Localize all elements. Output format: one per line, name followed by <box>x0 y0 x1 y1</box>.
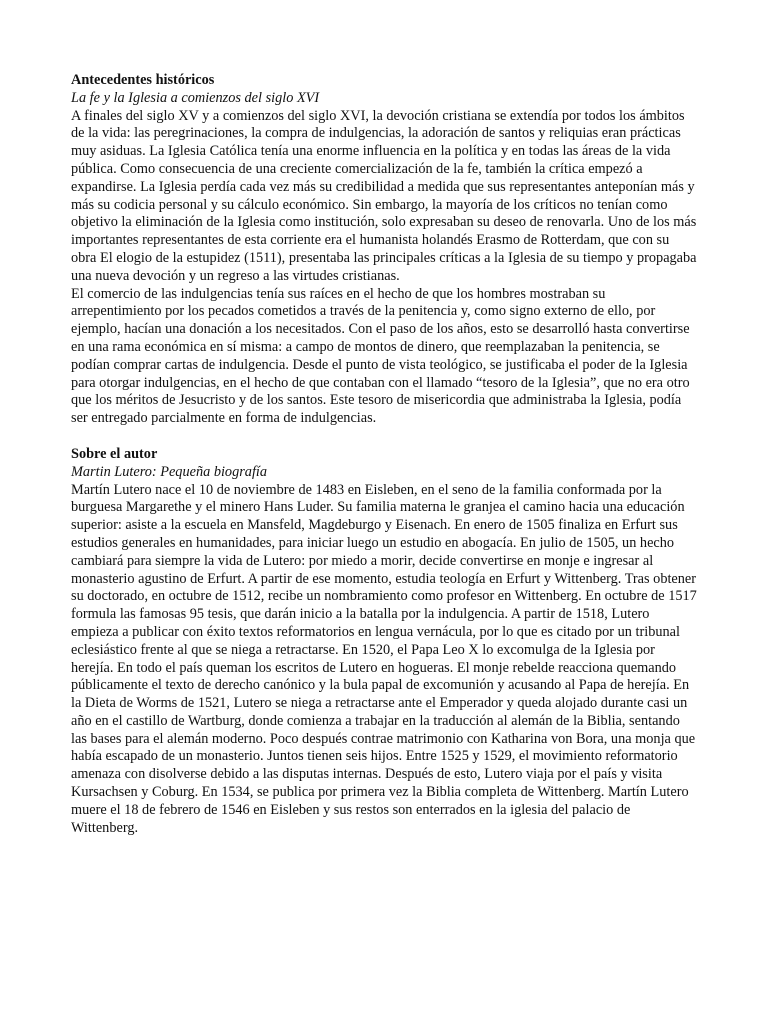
section-subtitle: Martin Lutero: Pequeña biografía <box>71 463 268 480</box>
paragraph: El comercio de las indulgencias tenía sus raíces en el hecho de que los hombres mostraban su arrepentimiento por los pecados cometidos a través de la penitencia y, como signo externo de ello, por ejemplo, hacían una donación a los necesitados. Con el paso de los años, esto se desarrolló hasta convertirse en una rama económica en sí misma: a campo de montos de dinero, que reemplazaban la penitencia, se podían comprar cartas de indulgencia. Desde el punto de vista teológico, se justificaba el poder de la Iglesia para otorgar indulgencias, en el hecho de que contaban con el llamado “tesoro de la Iglesia”, que no era otro que los méritos de Jesucristo y de los santos. Este tesoro de misericordia que administraba la Iglesia, podía ser entregado parcialmente en forma de indulgencias. <box>71 285 690 427</box>
section-subtitle: La fe y la Iglesia a comienzos del siglo XVI <box>71 89 320 106</box>
paragraph: Martín Lutero nace el 10 de noviembre de 1483 en Eisleben, en el seno de la familia conformada por la burguesa Margarethe y el minero Hans Luder. Su familia materna le granjea el camino hacia una educación superior: asiste a la escuela en Mansfeld, Magdeburgo y Eisenach. En enero de 1505 finaliza en Erfurt sus estudios generales en humanidades, para iniciar luego un estudio en abogacía. En julio de 1505, un hecho cambiará para siempre la vida de Lutero: por miedo a morir, decide convertirse en monje e ingresar al monasterio agustino de Erfurt. A partir de ese momento, estudia teología en Erfurt y Wittenberg. Tras obtener su doctorado, en octubre de 1512, recibe un nombramiento como profesor en Wittenberg. En octubre de 1517 formula las famosas 95 tesis, que darán inicio a la batalla por la indulgencia. A partir de 1518, Lutero empieza a publicar con éxito textos reformatorios en lengua vernácula, por lo que es citado por un tribunal eclesiástico frente al que se niega a retractarse. En 1520, el Papa Leo X lo excomulga de la Iglesia por herejía. En todo el país queman los escritos de Lutero en hogueras. El monje rebelde reacciona quemando públicamente el texto de derecho canónico y la bula papal de excomunión y acusando al Papa de herejía. En la Dieta de Worms de 1521, Lutero se niega a retractarse ante el Emperador y queda alojado durante casi un año en el castillo de Wartburg, donde comienza a trabajar en la traducción al alemán de la Biblia, sentando las bases para el alemán moderno. Poco después contrae matrimonio con Katharina von Bora, una monja que había escapado de un monasterio. Juntos tienen seis hijos. Entre 1525 y 1529, el movimiento reformatorio amenaza con disolverse debido a las disputas internas. Después de esto, Lutero viaja por el país y visita Kursachsen y Coburg. En 1534, se publica por primera vez la Biblia completa de Wittenberg. Martín Lutero muere el 18 de febrero de 1546 en Eisleben y sus restos son enterrados en la iglesia del palacio de Wittenberg. <box>71 481 697 836</box>
document-page <box>71 72 697 837</box>
section-historical-background <box>71 72 697 428</box>
paragraph: A finales del siglo XV y a comienzos del siglo XVI, la devoción cristiana se extendía por todos los ámbitos de la vida: las peregrinaciones, la compra de indulgencias, la adoración de santos y reliquias eran prácticas muy asiduas. La Iglesia Católica tenía una enorme influencia en la política y en todas las áreas de la vida pública. Como consecuencia de una creciente comercialización de la fe, también la crítica empezó a expandirse. La Iglesia perdía cada vez más su credibilidad a medida que sus representantes anteponían más y más su codicia personal y su cálculo económico. Sin embargo, la mayoría de los críticos no tenían como objetivo la eliminación de la Iglesia como institución, solo expresaban su deseo de renovarla. Uno de los más importantes representantes de esta corriente era el humanista holandés Erasmo de Rotterdam, que con su obra El elogio de la estupidez (1511), presentaba las principales críticas a la Iglesia de su tiempo y propagaba una nueva devoción y un regreso a las virtudes cristianas. <box>71 107 697 284</box>
section-title: Sobre el autor <box>71 445 158 462</box>
section-title: Antecedentes históricos <box>71 72 215 88</box>
section-spacer <box>71 428 697 446</box>
section-about-author <box>71 446 697 838</box>
